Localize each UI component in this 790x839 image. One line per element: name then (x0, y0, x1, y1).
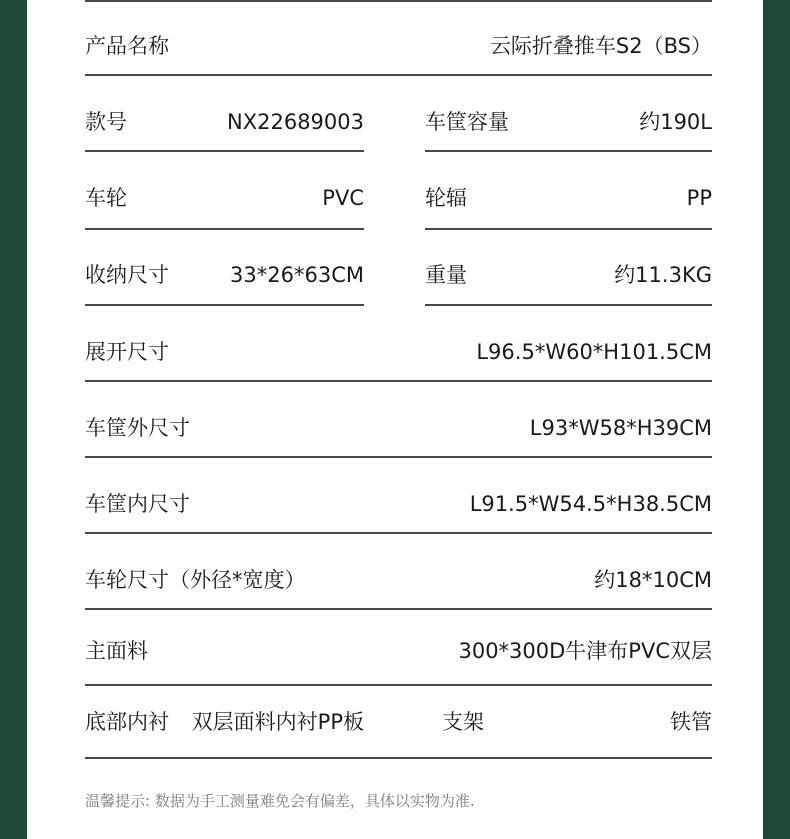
wheel-label: 车轮 (85, 186, 127, 210)
divider (85, 228, 364, 230)
model-value: NX22689003 (227, 110, 364, 134)
basket-capacity-value: 约190L (639, 110, 712, 134)
divider (85, 304, 364, 306)
frame-label: 支架 (442, 710, 484, 734)
folded-size-value: 33*26*63CM (230, 263, 364, 287)
divider (85, 456, 712, 458)
weight-label: 重量 (425, 263, 467, 287)
folded-size-label: 收纳尺寸 (85, 263, 169, 287)
basket-outer-label: 车筐外尺寸 (85, 416, 190, 440)
divider (85, 757, 712, 759)
unfolded-size-label: 展开尺寸 (85, 340, 169, 364)
unfolded-size-value: L96.5*W60*H101.5CM (476, 340, 712, 364)
basket-inner-value: L91.5*W54.5*H38.5CM (469, 492, 712, 516)
main-fabric-value: 300*300D牛津布PVC双层 (458, 639, 712, 663)
divider (85, 150, 364, 152)
product-name-value: 云际折叠推车S2（BS） (489, 34, 712, 58)
basket-inner-label: 车筐内尺寸 (85, 492, 190, 516)
divider (425, 150, 712, 152)
divider (85, 608, 712, 610)
disclaimer-note: 温馨提示: 数据为手工测量难免会有偏差，具体以实物为准. (85, 792, 475, 810)
model-label: 款号 (85, 110, 127, 134)
weight-value: 约11.3KG (614, 263, 712, 287)
bottom-lining-value: 双层面料内衬PP板 (191, 710, 364, 734)
frame-value: 铁管 (670, 710, 712, 734)
wheel-size-value: 约18*10CM (594, 568, 712, 592)
spoke-value: PP (686, 186, 712, 210)
divider (85, 532, 712, 534)
basket-outer-value: L93*W58*H39CM (529, 416, 712, 440)
wheel-size-label: 车轮尺寸（外径*宽度） (85, 568, 306, 592)
main-fabric-label: 主面料 (85, 639, 148, 663)
spoke-label: 轮辐 (425, 186, 467, 210)
divider (425, 228, 712, 230)
bottom-lining-label: 底部内衬 (85, 710, 169, 734)
divider (425, 304, 712, 306)
wheel-value: PVC (322, 186, 364, 210)
divider (85, 684, 712, 686)
divider (85, 0, 712, 2)
basket-capacity-label: 车筐容量 (425, 110, 509, 134)
divider (85, 74, 712, 76)
product-name-label: 产品名称 (85, 34, 169, 58)
divider (85, 380, 712, 382)
